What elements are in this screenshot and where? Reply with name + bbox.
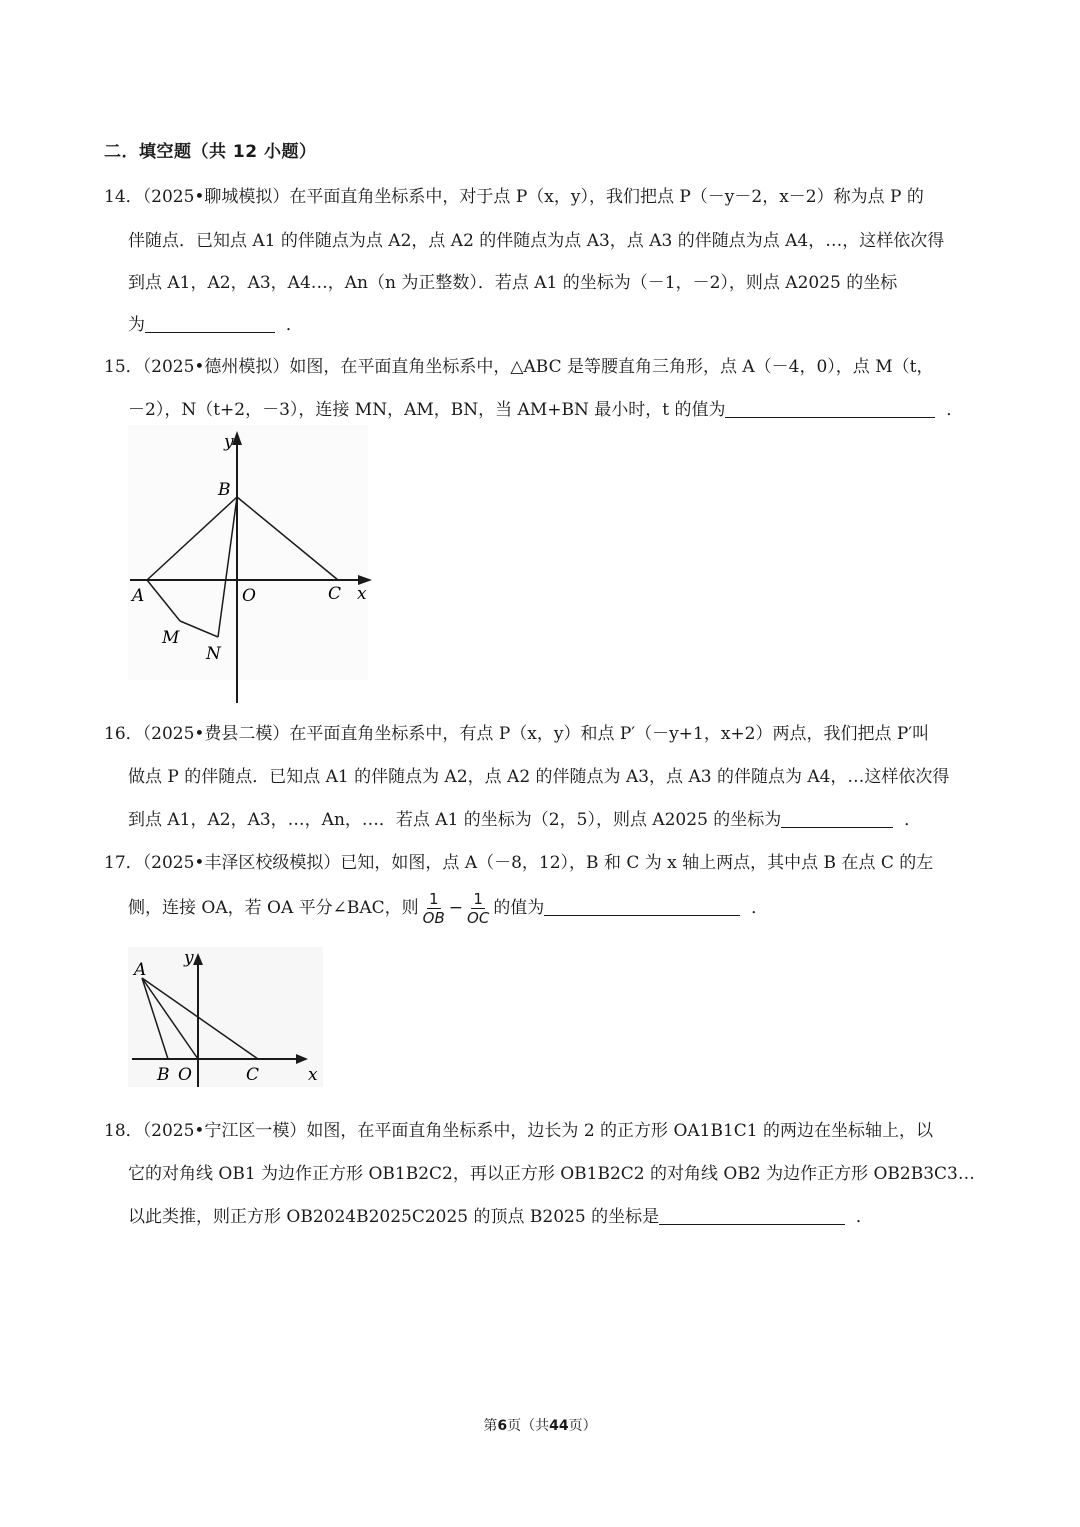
q17-frac2-num: 1	[473, 890, 483, 908]
q15-line-2-text: －2），N（t+2，－3），连接 MN，AM，BN，当 AM+BN 最小时，t 的值为	[128, 400, 726, 420]
q18-line-2: 它的对角线 OB1 为边作正方形 OB1B2C2，再以正方形 OB1B2C2 的对角线 OB2 为边作正方形 OB2B3C3…	[128, 1164, 975, 1184]
q15-label-n: N	[206, 644, 221, 664]
q17-label-a: A	[134, 960, 147, 980]
q18-line-1: 18．（2025•宁江区一模）如图，在平面直角坐标系中，边长为 2 的正方形 OA1B1C1 的两边在坐标轴上，以	[104, 1121, 934, 1141]
q15-label-b: B	[218, 480, 231, 500]
q18-line-3	[128, 1202, 873, 1227]
q15-line-1: 15．（2025•德州模拟）如图，在平面直角坐标系中，△ABC 是等腰直角三角形，点 A（－4，0），点 M（t，	[104, 357, 934, 377]
q17-answer-blank[interactable]	[544, 897, 740, 916]
q17-line-2	[128, 884, 768, 932]
q15-line-2-end: ．	[946, 400, 964, 420]
footer-pre: 第	[483, 1418, 498, 1434]
q18-line-3-text: 以此类推，则正方形 OB2024B2025C2025 的顶点 B2025 的坐标是	[128, 1207, 660, 1227]
q17-line-2-mid: 的值为	[493, 898, 545, 918]
q15-label-m: M	[162, 628, 180, 648]
q17-label-y: y	[184, 948, 194, 968]
footer-page-number: 6	[497, 1418, 508, 1434]
q14-answer-blank[interactable]	[145, 314, 275, 333]
q15-answer-blank[interactable]	[725, 399, 935, 418]
q16-line-3	[128, 805, 921, 830]
q15-label-x: x	[357, 584, 367, 604]
q14-line-2: 伴随点．已知点 A1 的伴随点为点 A2，点 A2 的伴随点为点 A3，点 A3 的伴随点为点 A4，…，这样依次得	[128, 231, 945, 251]
q17-minus: −	[448, 898, 464, 918]
q14-line-4	[128, 310, 303, 335]
q18-line-3-end: ．	[855, 1207, 873, 1227]
q15-label-o: O	[242, 586, 256, 606]
q17-label-x: x	[308, 1065, 318, 1085]
q16-line-3-end: ．	[904, 810, 922, 830]
q17-line-2-end: ．	[751, 898, 769, 918]
q17-frac1-den: OB	[422, 909, 445, 927]
q15-label-c: C	[328, 584, 342, 604]
q17-frac2-den: OC	[467, 909, 490, 927]
page-footer	[0, 1415, 1080, 1435]
q15-label-y: y	[224, 432, 234, 452]
q16-line-3-text: 到点 A1，A2，A3，…，An，…．若点 A1 的坐标为（2，5），则点 A2025 的坐标为	[128, 810, 782, 830]
q14-line-4-end: ．	[285, 315, 303, 335]
q14-line-1: 14．（2025•聊城模拟）在平面直角坐标系中，对于点 P（x，y），我们把点 P（－y－2，x－2）称为点 P 的	[104, 187, 924, 207]
q17-frac1-num: 1	[428, 890, 439, 908]
q16-line-1: 16．（2025•费县二模）在平面直角坐标系中，有点 P（x，y）和点 P′（－y+1，x+2）两点，我们把点 P′叫	[104, 724, 930, 744]
q16-answer-blank[interactable]	[781, 809, 893, 828]
q17-fraction-ob	[421, 890, 447, 927]
q18-answer-blank[interactable]	[659, 1206, 845, 1225]
section-title: 二．填空题（共 12 小题）	[104, 142, 317, 162]
q17-line-1: 17．（2025•丰泽区校级模拟）已知，如图，点 A（－8，12），B 和 C 为 x 轴上两点，其中点 B 在点 C 的左	[104, 853, 934, 873]
q17-label-c: C	[246, 1065, 260, 1085]
footer-mid: 页（共	[507, 1418, 550, 1434]
q17-label-o: O	[178, 1065, 192, 1085]
footer-total-pages: 44	[549, 1418, 569, 1434]
q17-label-b: B	[157, 1065, 170, 1085]
q17-figure	[124, 945, 329, 1090]
q14-line-3: 到点 A1，A2，A3，A4…，An（n 为正整数）．若点 A1 的坐标为（－1，－2），则点 A2025 的坐标	[128, 273, 898, 293]
footer-post: 页）	[568, 1418, 597, 1434]
q15-line-2	[128, 395, 963, 420]
q15-figure	[120, 425, 385, 705]
q17-line-2-text: 侧，连接 OA，若 OA 平分∠BAC，则	[128, 898, 419, 918]
q15-label-a: A	[132, 586, 145, 606]
q16-line-2: 做点 P 的伴随点．已知点 A1 的伴随点为 A2，点 A2 的伴随点为 A3，点 A3 的伴随点为 A4，…这样依次得	[128, 767, 950, 787]
q14-line-4-text: 为	[128, 315, 145, 335]
q17-fraction-oc	[465, 890, 491, 927]
